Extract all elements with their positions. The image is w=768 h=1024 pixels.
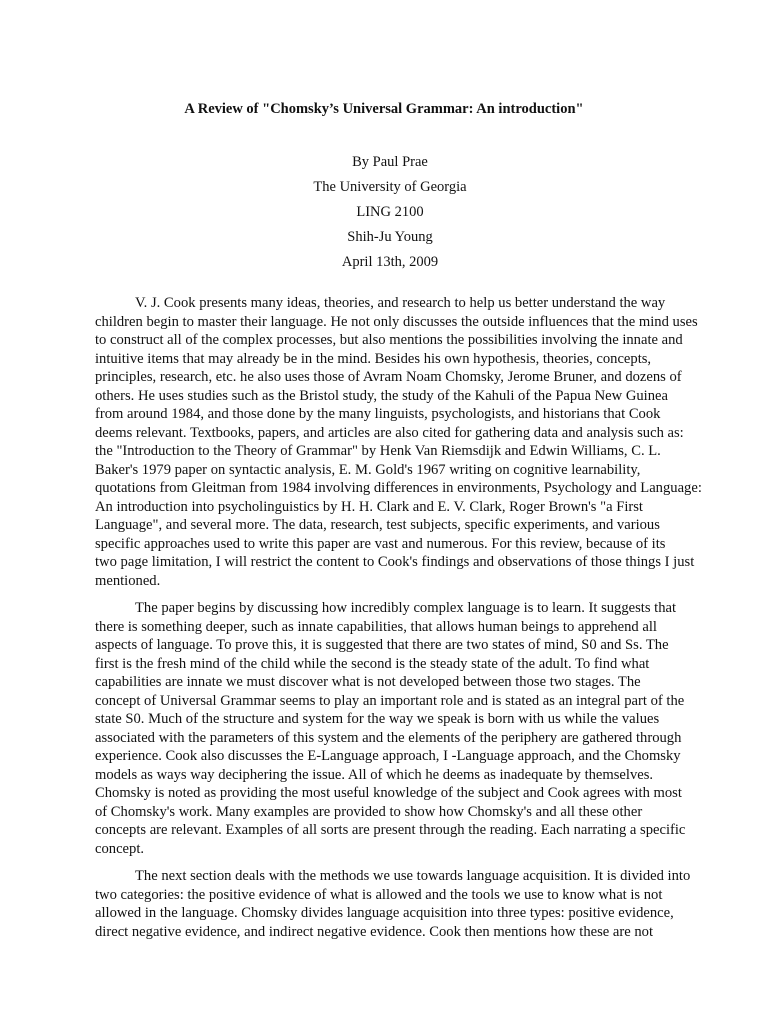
paragraph-line: deems relevant. Textbooks, papers, and articles are also cited for gathering data and analysis such as: bbox=[95, 424, 684, 441]
paragraph-line: to construct all of the complex processes, but also mentions the possibilities involving the innate and bbox=[95, 332, 683, 348]
paragraph-line: first is the fresh mind of the child while the second is the steady state of the adult. To find what bbox=[95, 655, 650, 672]
paragraph-line: direct negative evidence, and indirect negative evidence. Cook then mentions how these are not bbox=[95, 923, 654, 940]
paragraph-line: Chomsky is noted as providing the most useful knowledge of the subject and Cook agrees with most bbox=[95, 785, 682, 801]
paragraph-line: others. He uses studies such as the Bristol study, the study of the Kahuli of the Papua New Guinea bbox=[95, 387, 668, 404]
document-title: A Review of "Chomsky’s Universal Grammar: An introduction" bbox=[184, 101, 584, 117]
paragraph-line: of Chomsky's work. Many examples are provided to show how Chomsky's and all these other bbox=[95, 803, 643, 820]
paragraph-line: specific approaches used to write this paper are vast and numerous. For this review, because of its bbox=[95, 535, 666, 552]
byline-block bbox=[0, 150, 768, 275]
paragraph-line: children begin to master their language. He not only discusses the outside influences that the mind uses bbox=[95, 313, 698, 330]
paragraph-line: models as ways way deciphering the issue. All of which he deems as inadequate by themselves. bbox=[95, 766, 654, 783]
paragraph-line: two categories: the positive evidence of what is allowed and the tools we use to know what is not bbox=[95, 886, 663, 903]
document-date: April 13th, 2009 bbox=[341, 254, 439, 270]
paragraph-line: two page limitation, I will restrict the content to Cook's findings and observations of those things I just bbox=[95, 554, 695, 570]
paragraph-line: capabilities are innate we must discover what is not developed between those two stages. The bbox=[95, 674, 641, 690]
institution: The University of Georgia bbox=[313, 179, 467, 195]
paragraph-line: mentioned. bbox=[95, 572, 161, 589]
paragraph-line: Language", and several more. The data, research, test subjects, specific experiments, and various bbox=[95, 517, 660, 533]
paragraph-line: from around 1984, and those done by the many linguists, psychologists, and historians that Cook bbox=[95, 406, 661, 422]
paragraph bbox=[95, 867, 763, 941]
paragraph-line: state S0. Much of the structure and system for the way we speak is born with us while the values bbox=[95, 711, 660, 727]
paragraph bbox=[95, 599, 763, 858]
paragraph-line: concepts are relevant. Examples of all sorts are present through the reading. Each narrating a specific bbox=[95, 822, 686, 838]
author-name: By Paul Prae bbox=[352, 154, 428, 170]
paragraph-line: Baker's 1979 paper on syntactic analysis, E. M. Gold's 1967 writing on cognitive learnability, bbox=[95, 461, 641, 478]
paragraph-line: allowed in the language. Chomsky divides language acquisition into three types: positive evidence, bbox=[95, 905, 674, 921]
paragraph-line: principles, research, etc. he also uses those of Avram Noam Chomsky, Jerome Bruner, and dozens of bbox=[95, 369, 682, 385]
document-body bbox=[95, 294, 763, 950]
paragraph-line: experience. Cook also discusses the E-Language approach, I -Language approach, and the Chomsky bbox=[95, 748, 681, 764]
paragraph-line: there is something deeper, such as innate capabilities, that allows human beings to apprehend all bbox=[95, 618, 657, 635]
paragraph-line: associated with the parameters of this system and the elements of the periphery are gathered through bbox=[95, 729, 682, 746]
course-code: LING 2100 bbox=[356, 204, 424, 220]
paragraph-line: The next section deals with the methods we use towards language acquisition. It is divided into bbox=[135, 868, 691, 884]
paragraph-line: concept of Universal Grammar seems to play an important role and is stated as an integral part of the bbox=[95, 692, 685, 709]
paragraph bbox=[95, 294, 763, 590]
paragraph-line: concept. bbox=[95, 840, 145, 857]
paragraph-line: quotations from Gleitman from 1984 involving differences in environments, Psychology and Language: bbox=[95, 480, 702, 496]
paragraph-line: The paper begins by discussing how incredibly complex language is to learn. It suggests that bbox=[135, 600, 677, 616]
instructor-name: Shih-Ju Young bbox=[347, 229, 433, 245]
paragraph-line: aspects of language. To prove this, it is suggested that there are two states of mind, S0 and Ss. The bbox=[95, 637, 669, 653]
paragraph-line: V. J. Cook presents many ideas, theories, and research to help us better understand the way bbox=[135, 295, 666, 311]
paragraph-line: the "Introduction to the Theory of Grammar" by Henk Van Riemsdijk and Edwin Williams, C. L. bbox=[95, 443, 661, 459]
paragraph-line: An introduction into psycholinguistics by H. H. Clark and E. V. Clark, Roger Brown's "a First bbox=[95, 498, 643, 515]
paragraph-line: intuitive items that may already be in the mind. Besides his own hypothesis, theories, concepts, bbox=[95, 350, 652, 367]
